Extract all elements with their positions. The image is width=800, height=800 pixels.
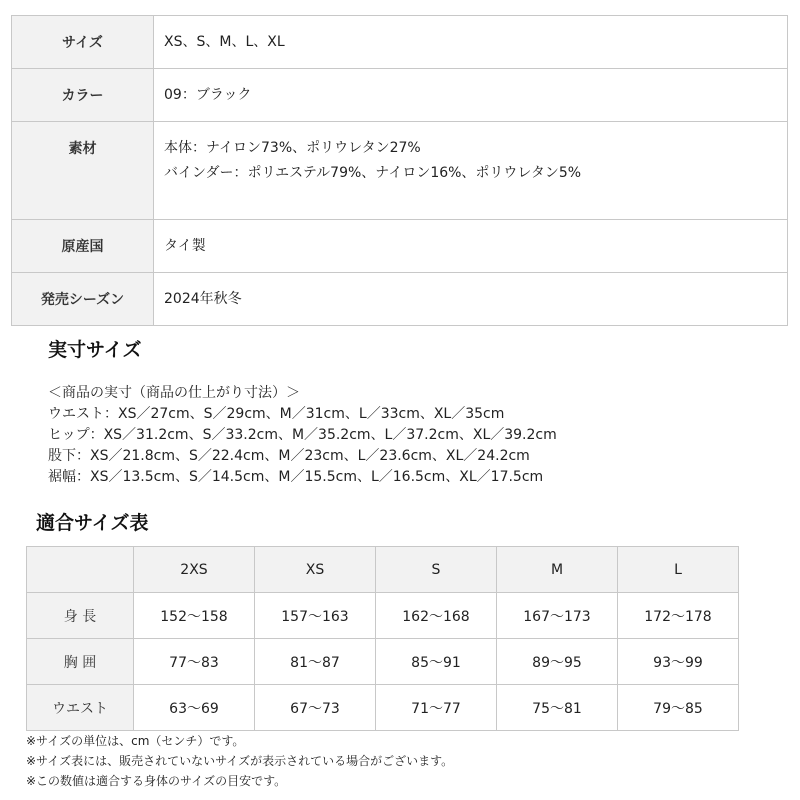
spec-table: [11, 15, 788, 326]
note-line: ※サイズ表には、販売されていないサイズが表示されている場合がございます。: [26, 754, 454, 768]
spec-row-origin: [12, 220, 788, 273]
spec-value: [154, 69, 788, 122]
spec-value-line: XS、S、M、L、XL: [164, 33, 285, 50]
measurements-title: 実寸サイズ: [48, 339, 142, 361]
fit-cell: 81〜87: [255, 639, 376, 685]
measurement-line: ヒップ：XS／31.2cm、S／33.2cm、M／35.2cm、L／37.2cm、XL／39.2cm: [48, 427, 557, 443]
fit-table-title: 適合サイズ表: [36, 512, 149, 534]
spec-value: [154, 122, 788, 220]
spec-label: サイズ: [12, 16, 154, 69]
measurement-line: 裾幅：XS／13.5cm、S／14.5cm、M／15.5cm、L／16.5cm、XL／17.5cm: [48, 469, 544, 485]
fit-cell: 157〜163: [255, 593, 376, 639]
spec-value-line: 本体：ナイロン73%、ポリウレタン27%: [164, 140, 421, 156]
fit-row-height: [27, 593, 739, 639]
measurement-line: ＜商品の実寸（商品の仕上がり寸法）＞: [48, 385, 300, 401]
note-line: ※この数値は適合する身体のサイズの目安です。: [26, 774, 287, 788]
fit-cell: 89〜95: [497, 639, 618, 685]
measurement-line: 股下：XS／21.8cm、S／22.4cm、M／23cm、L／23.6cm、XL／24.2cm: [48, 448, 530, 464]
measurement-line: ウエスト：XS／27cm、S／29cm、M／31cm、L／33cm、XL／35cm: [48, 406, 505, 422]
fit-col-header: L: [618, 547, 739, 593]
spec-value-line: バインダー：ポリエステル79%、ナイロン16%、ポリウレタン5%: [164, 165, 582, 181]
fit-cell: 93〜99: [618, 639, 739, 685]
fit-cell: 75〜81: [497, 685, 618, 731]
spec-value: [154, 220, 788, 273]
fit-cell: 63〜69: [134, 685, 255, 731]
spec-value: [154, 16, 788, 69]
measurements-list: [48, 383, 557, 488]
fit-row-waist: [27, 685, 739, 731]
fit-row-chest: [27, 639, 739, 685]
fit-cell: 167〜173: [497, 593, 618, 639]
spec-label: 発売シーズン: [12, 273, 154, 326]
spec-row-color: [12, 69, 788, 122]
fit-table-header: [27, 547, 739, 593]
fit-cell: 85〜91: [376, 639, 497, 685]
fit-col-header: XS: [255, 547, 376, 593]
spec-value: [154, 273, 788, 326]
fit-row-label: 身 長: [27, 593, 134, 639]
fit-cell: 152〜158: [134, 593, 255, 639]
fit-col-header: M: [497, 547, 618, 593]
fit-row-label: 胸 囲: [27, 639, 134, 685]
fit-cell: 67〜73: [255, 685, 376, 731]
fit-cell: 77〜83: [134, 639, 255, 685]
spec-value-line: 09：ブラック: [164, 86, 252, 103]
fit-cell: 79〜85: [618, 685, 739, 731]
spec-label: 原産国: [12, 220, 154, 273]
fit-col-header: S: [376, 547, 497, 593]
note-line: ※サイズの単位は、cm（センチ）です。: [26, 734, 245, 748]
spec-row-size: [12, 16, 788, 69]
spec-row-season: [12, 273, 788, 326]
fit-cell: 162〜168: [376, 593, 497, 639]
notes: [26, 731, 453, 791]
fit-col-header: 2XS: [134, 547, 255, 593]
spec-row-material: [12, 122, 788, 220]
fit-cell: 71〜77: [376, 685, 497, 731]
fit-size-table: [26, 546, 739, 731]
spec-label: 素材: [12, 122, 154, 220]
spec-value-line: 2024年秋冬: [164, 290, 242, 307]
spec-value-line: タイ製: [164, 237, 206, 254]
fit-cell: 172〜178: [618, 593, 739, 639]
fit-row-label: ウエスト: [27, 685, 134, 731]
fit-table-corner: [27, 547, 134, 593]
spec-label: カラー: [12, 69, 154, 122]
